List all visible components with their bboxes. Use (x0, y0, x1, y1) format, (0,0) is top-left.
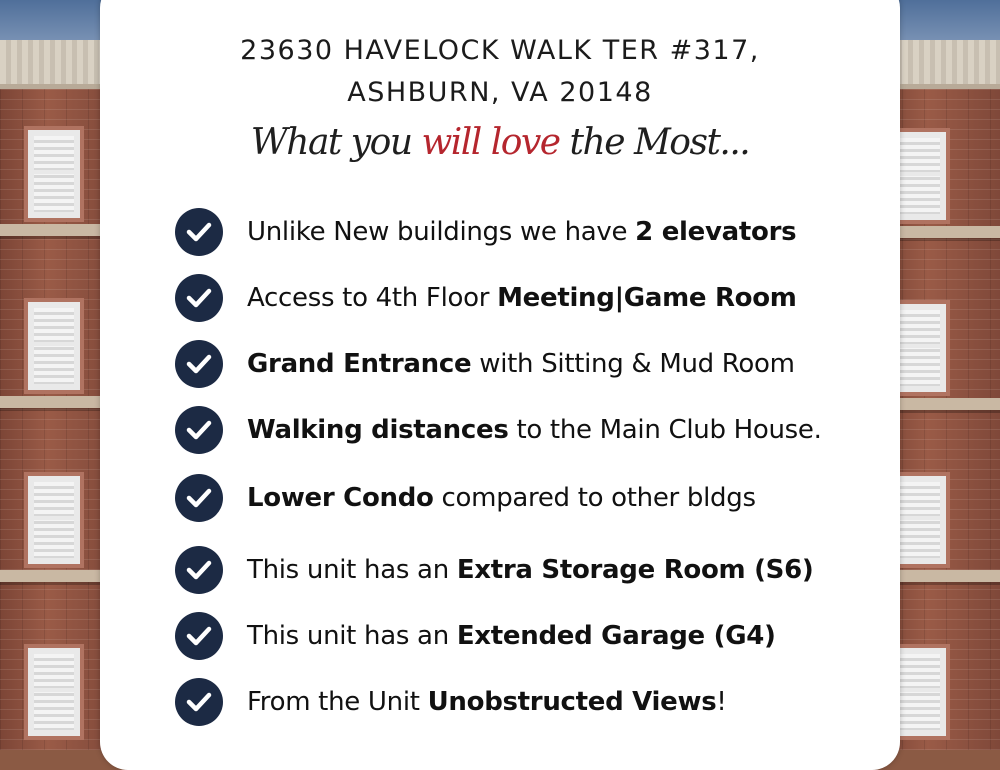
checkmark-circle-icon (175, 612, 223, 660)
tagline-accent: will love (421, 122, 560, 163)
feature-item (175, 676, 895, 728)
feature-text: Access to 4th Floor Meeting|Game Room (247, 283, 797, 313)
feature-text: From the Unit Unobstructed Views! (247, 687, 727, 717)
address-line-2: ASHBURN, VA 20148 (347, 77, 653, 108)
tagline-pre: What you (250, 122, 422, 163)
feature-item (175, 206, 895, 258)
window (28, 302, 80, 390)
tagline (100, 122, 900, 163)
feature-text: Walking distances to the Main Club House. (247, 415, 822, 445)
feature-text: This unit has an Extended Garage (G4) (247, 621, 776, 651)
window (894, 476, 946, 564)
feature-item (175, 404, 895, 456)
window (894, 304, 946, 392)
feature-text: This unit has an Extra Storage Room (S6) (247, 555, 814, 585)
checkmark-circle-icon (175, 274, 223, 322)
feature-item (175, 272, 895, 324)
window (894, 132, 946, 220)
window (894, 648, 946, 736)
feature-text: Grand Entrance with Sitting & Mud Room (247, 349, 795, 379)
feature-text: Lower Condo compared to other bldgs (247, 483, 756, 513)
address-line-1: 23630 HAVELOCK WALK TER #317, (240, 35, 760, 66)
feature-item (175, 544, 895, 596)
checkmark-circle-icon (175, 474, 223, 522)
tagline-post: the Most... (559, 122, 750, 163)
property-address (100, 30, 900, 114)
feature-item (175, 472, 895, 524)
feature-text: Unlike New buildings we have 2 elevators (247, 217, 797, 247)
checkmark-circle-icon (175, 208, 223, 256)
checkmark-circle-icon (175, 406, 223, 454)
feature-item (175, 610, 895, 662)
feature-item (175, 338, 895, 390)
checkmark-circle-icon (175, 340, 223, 388)
window (28, 476, 80, 564)
window (28, 648, 80, 736)
window (28, 130, 80, 218)
checkmark-circle-icon (175, 546, 223, 594)
checkmark-circle-icon (175, 678, 223, 726)
